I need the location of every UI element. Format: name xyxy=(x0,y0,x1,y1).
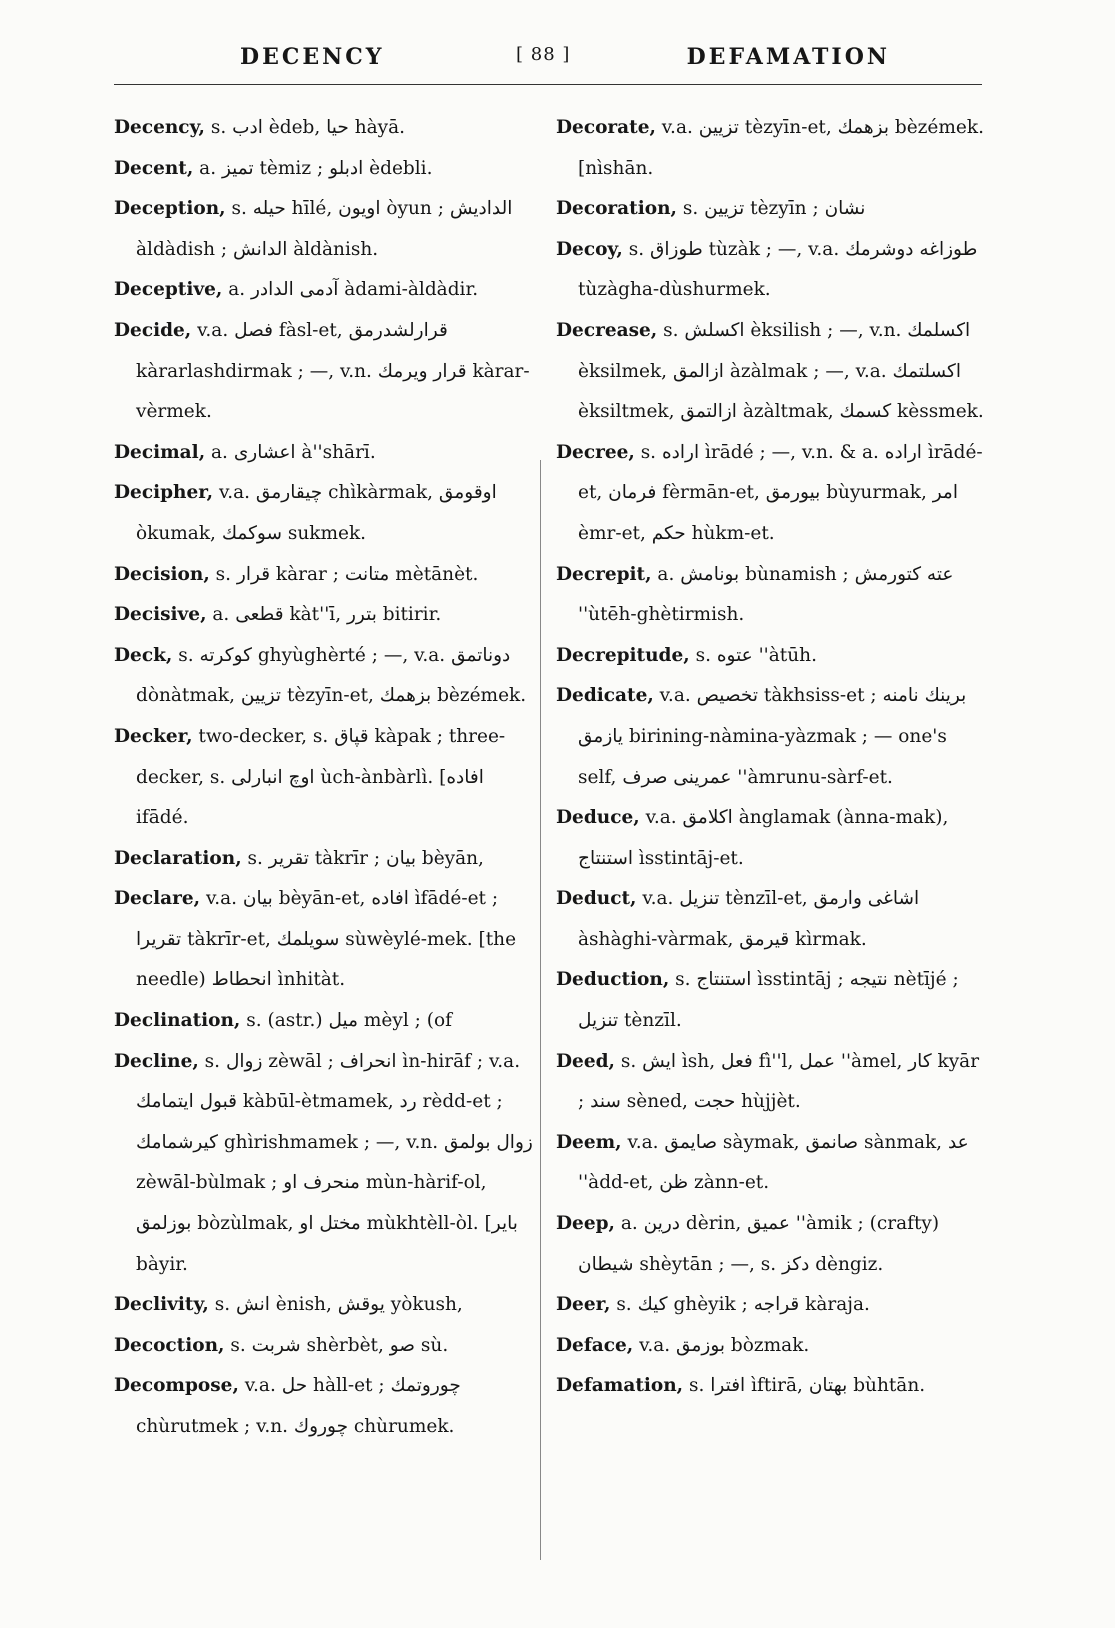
entry-definition: v.a. بوزمق bòzmak. xyxy=(633,1334,810,1356)
entry-headword: Deer, xyxy=(556,1294,611,1316)
entry-headword: Deduct, xyxy=(556,888,637,910)
entry-headword: Decker, xyxy=(114,725,193,747)
dictionary-entry xyxy=(114,311,542,433)
entry-definition: a. آدمى الدادر àdami-àldàdir. xyxy=(222,279,479,301)
entry-headword: Defamation, xyxy=(556,1375,684,1397)
entry-headword: Decide, xyxy=(114,319,192,341)
entry-headword: Decrepitude, xyxy=(556,644,690,666)
entry-definition: s. طوزاق tùzàk ; —, v.a. طوزاغه دوشرمك tùzàgha-dùshurmek. xyxy=(578,238,978,301)
entry-definition: a. بونامش bùnamish ; عته كتورمش ''ùtēh-ghètirmish. xyxy=(578,563,954,626)
running-head-right: DEFAMATION xyxy=(686,44,890,70)
dictionary-entry xyxy=(556,108,986,189)
entry-headword: Deface, xyxy=(556,1334,634,1356)
entry-headword: Deduce, xyxy=(556,807,640,829)
dictionary-entry xyxy=(556,798,986,879)
dictionary-entry xyxy=(556,1326,986,1367)
dictionary-entry xyxy=(556,676,986,798)
dictionary-entry xyxy=(114,149,542,190)
entry-headword: Decorate, xyxy=(556,117,656,138)
running-head xyxy=(240,44,890,74)
entry-definition: s. افترا ìftirā, بهتان bùhtān. xyxy=(683,1375,926,1397)
entry-definition: s. شربت shèrbèt, صو sù. xyxy=(224,1334,449,1356)
dictionary-entry xyxy=(114,189,542,270)
dictionary-entry xyxy=(556,555,986,636)
dictionary-entry xyxy=(114,1042,542,1286)
entry-definition: a. اعشارى à''shārī. xyxy=(205,441,376,463)
entry-headword: Decree, xyxy=(556,441,635,463)
dictionary-entry xyxy=(114,555,542,596)
dictionary-entry xyxy=(556,1042,986,1123)
entry-headword: Deem, xyxy=(556,1131,622,1153)
entry-headword: Decrepit, xyxy=(556,563,652,585)
dictionary-entry xyxy=(114,717,542,839)
entry-headword: Decompose, xyxy=(114,1375,239,1397)
entry-definition: a. تميز tèmiz ; ادبلو èdebli. xyxy=(193,157,433,179)
entry-definition: s. كيك ghèyik ; قراجه kàraja. xyxy=(610,1294,870,1316)
dictionary-entry xyxy=(556,1366,986,1407)
entry-definition: s. زوال zèwāl ; انحراف ìn-hirāf ; v.a. قبول ايتمامك kàbūl-ètmamek, رد rèdd-et ; كيرشمامك ghìrishmamek ; —, v.n. زوال بولمق zèwāl-bùlmak ; منحرف او mùn-hàrif-ol, بوزلمق bòzùlmak, مختل او mùkhtèll-òl. [باير bàyir. xyxy=(136,1050,533,1275)
entry-definition: two-decker, s. قپاق kàpak ; three-decker, s. اوچ انبارلى ùch-ànbàrlì. [افاده ifādé. xyxy=(136,725,506,829)
entry-definition: v.a. اكلامق ànglamak (ànna-mak), استنتاج ìsstintāj-et. xyxy=(578,807,949,869)
entry-definition: s. عتوه ''àtūh. xyxy=(689,644,817,666)
dictionary-entry xyxy=(114,595,542,636)
dictionary-entry xyxy=(556,879,986,960)
entry-headword: Declaration, xyxy=(114,847,242,869)
entry-headword: Deceptive, xyxy=(114,279,223,301)
entry-headword: Decoy, xyxy=(556,238,623,260)
entry-headword: Decipher, xyxy=(114,482,214,504)
entry-definition: s. انش ènish, يوقش yòkush, xyxy=(208,1294,463,1316)
column-divider xyxy=(540,460,541,1560)
dictionary-entry xyxy=(114,879,542,1001)
dictionary-entry xyxy=(114,1366,542,1447)
entry-headword: Decline, xyxy=(114,1050,199,1072)
entry-headword: Deep, xyxy=(556,1213,615,1235)
entry-headword: Deed, xyxy=(556,1050,615,1072)
entry-definition: s. ايش ìsh, فعل fì''l, عمل ''àmel, كار kyār ; سند sèned, حجت hùjjèt. xyxy=(578,1050,980,1113)
left-column xyxy=(114,108,542,1448)
entry-definition: v.a. فصل fàsl-et, قرارلشدرمق kàrarlashdirmak ; —, v.n. قرار ويرمك kàrar-vèrmek. xyxy=(136,319,530,423)
entry-definition: s. ادب èdeb, حيا hàyā. xyxy=(204,117,405,138)
entry-definition: s. كوكرته ghyùghèrté ; —, v.a. دوناتمق dònàtmak, تزيين tèzyīn-et, بزهمك bèzémek. xyxy=(136,644,527,707)
entry-definition: s. تقرير tàkrīr ; بيان bèyān, xyxy=(241,847,484,869)
page-number: [ 88 ] xyxy=(516,44,571,65)
entry-definition: s. اكسلش èksilish ; —, v.n. اكسلمك èksilmek, ازالمق àzàlmak ; —, v.a. اكسلتمك èksiltmek, ازالتمق àzàltmak, كسمك kèssmek. xyxy=(578,319,984,423)
entry-headword: Deck, xyxy=(114,644,173,666)
dictionary-entry xyxy=(114,473,542,554)
entry-definition: v.a. تزيين tèzyīn-et, بزهمك bèzémek. [nìshān. xyxy=(578,117,984,179)
entry-definition: s. اراده ìrādé ; —, v.n. & a. اراده ìrādé-et, فرمان fèrmān-et, بيورمق bùyurmak, امر èmr-et, حكم hùkm-et. xyxy=(578,441,983,544)
entry-definition: s. تزيين tèzyīn ; نشان xyxy=(676,198,866,220)
entry-definition: a. درين dèrin, عميق ''àmik ; (crafty) شيطان shèytān ; —, s. دكز dèngiz. xyxy=(578,1213,940,1275)
entry-definition: v.a. بيان bèyān-et, افاده ìfādé-et ; تقريرا tàkrīr-et, سويلمك sùwèylé-mek. [the needle) انحطاط ìnhitàt. xyxy=(136,888,517,991)
entry-definition: v.a. صايمق sàymak, صانمق sànmak, عد ''àdd-et, ظن zànn-et. xyxy=(578,1131,969,1194)
running-head-left: DECENCY xyxy=(240,44,385,70)
entry-headword: Decimal, xyxy=(114,441,206,463)
entry-headword: Decent, xyxy=(114,157,194,179)
entry-headword: Decoction, xyxy=(114,1334,225,1356)
right-column xyxy=(556,108,986,1407)
entry-headword: Declare, xyxy=(114,888,201,910)
entry-headword: Decoration, xyxy=(556,198,677,220)
entry-headword: Dedicate, xyxy=(556,685,654,707)
entry-definition: s. قرار kàrar ; متانت mètānèt. xyxy=(209,563,479,585)
dictionary-entry xyxy=(556,1123,986,1204)
dictionary-entry xyxy=(114,108,542,149)
entry-headword: Decrease, xyxy=(556,319,658,341)
entry-definition: v.a. حل hàll-et ; چوروتمك chùrutmek ; v.n. چوروك chùrumek. xyxy=(136,1375,461,1437)
dictionary-entry xyxy=(114,839,542,880)
entry-headword: Decision, xyxy=(114,563,210,585)
entry-headword: Decisive, xyxy=(114,604,207,626)
dictionary-entry xyxy=(114,433,542,474)
entry-definition: s. حيله hīlé, اويون òyun ; الداديش àldàdish ; الدانش àldànish. xyxy=(136,198,513,260)
entry-definition: v.a. تخصيص tàkhsiss-et ; برينك نامنه يازمق birining-nàmina-yàzmak ; — one's self, عمرينى صرف ''àmrunu-sàrf-et. xyxy=(578,685,967,788)
entry-definition: s. (astr.) ميل mèyl ; (of xyxy=(240,1010,452,1032)
dictionary-entry xyxy=(556,433,986,555)
dictionary-entry xyxy=(556,189,986,230)
dictionary-entry xyxy=(114,1326,542,1367)
entry-headword: Deduction, xyxy=(556,969,670,991)
entry-headword: Declination, xyxy=(114,1010,241,1032)
header-rule xyxy=(114,84,982,85)
dictionary-entry xyxy=(114,636,542,717)
dictionary-entry xyxy=(114,1285,542,1326)
entry-definition: a. قطعى kàt''ī, بترر bitirir. xyxy=(206,604,442,626)
dictionary-entry xyxy=(114,1001,542,1042)
entry-definition: s. استنتاج ìsstintāj ; نتيجه nètījé ; تنزيل tènzīl. xyxy=(578,969,959,1032)
entry-headword: Declivity, xyxy=(114,1294,209,1316)
dictionary-entry xyxy=(556,1285,986,1326)
dictionary-entry xyxy=(556,636,986,677)
dictionary-entry xyxy=(556,1204,986,1285)
entry-headword: Deception, xyxy=(114,198,226,220)
dictionary-entry xyxy=(556,960,986,1041)
dictionary-entry xyxy=(556,311,986,433)
entry-definition: v.a. چيقارمق chìkàrmak, اوقومق òkumak, سوكمك sukmek. xyxy=(136,482,497,544)
entry-definition: v.a. تنزيل tènzīl-et, اشاغى وارمق àshàghi-vàrmak, قيرمق kìrmak. xyxy=(578,888,920,950)
dictionary-entry xyxy=(114,270,542,311)
entry-headword: Decency, xyxy=(114,117,205,138)
dictionary-entry xyxy=(556,230,986,311)
